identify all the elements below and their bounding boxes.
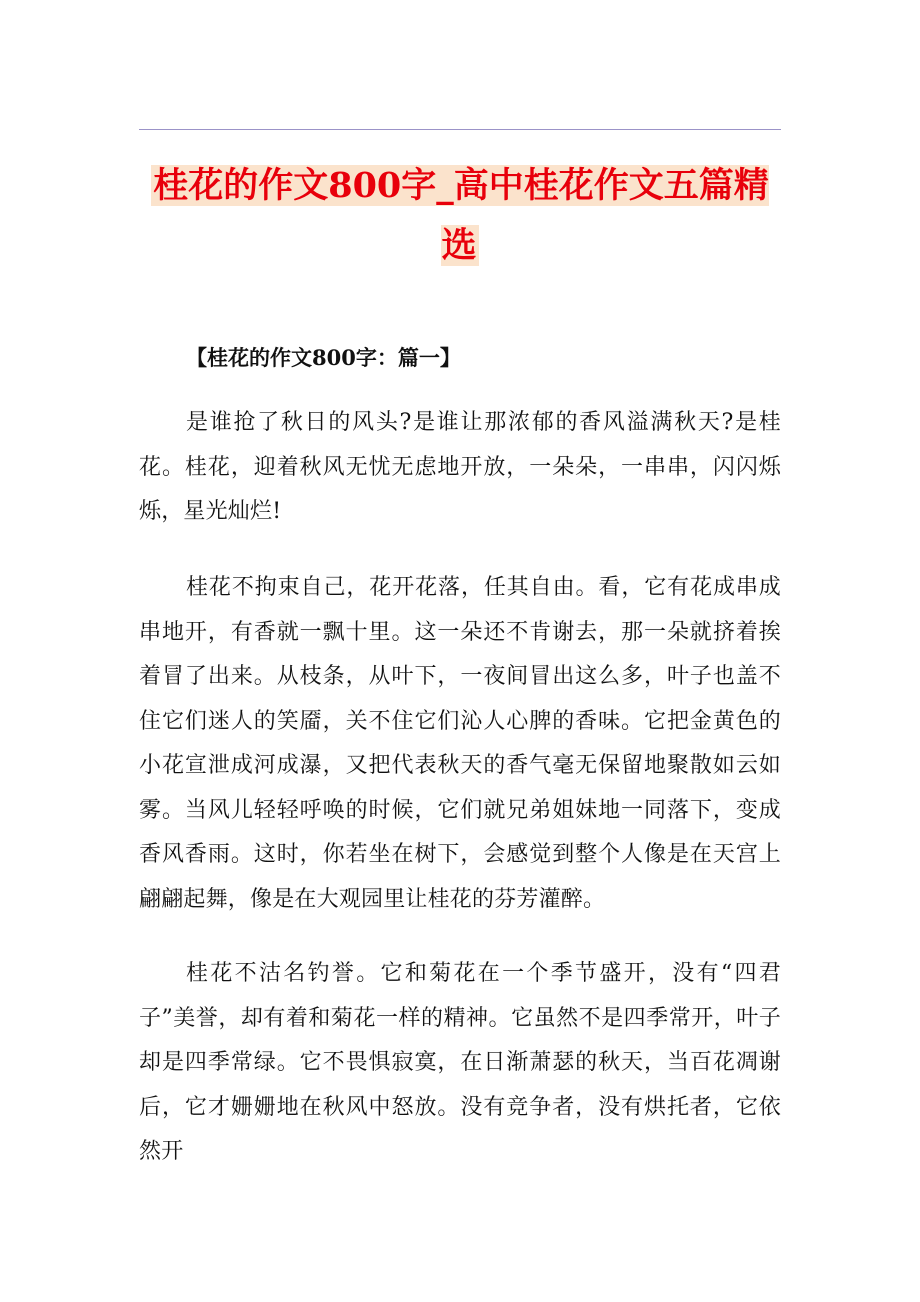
- paragraph-2: 桂花不拘束自己，花开花落，任其自由。看，它有花成串成串地开，有香就一飘十里。这一朵还不肯谢去，那一朵就挤着挨着冒了出来。从枝条，从叶下，一夜间冒出这么多，叶子也盖不住它们迷人的笑靥，关不住它们沁人心脾的香味。它把金黄色的小花宣泄成河成瀑，又把代表秋天的香气毫无保留地聚散如云如雾。当风儿轻轻呼唤的时候，它们就兄弟姐妹地一同落下，变成香风香雨。这时，你若坐在树下，会感觉到整个人像是在天宫上翩翩起舞，像是在大观园里让桂花的芬芳灌醉。: [139, 575, 781, 912]
- document-title: [139, 156, 781, 276]
- document-title-text: 桂花的作文800字_高中桂花作文五篇精选: [153, 165, 769, 266]
- header-rule: [139, 129, 781, 130]
- section-heading: 【桂花的作文800字：篇一】: [186, 345, 461, 370]
- paragraph-1: 是谁抢了秋日的风头?是谁让那浓郁的香风溢满秋天?是桂花。桂花，迎着秋风无忧无虑地开放，一朵朵，一串串，闪闪烁烁，星光灿烂!: [139, 410, 781, 524]
- paragraph-3: 桂花不沽名钓誉。它和菊花在一个季节盛开，没有“四君子”美誉，却有着和菊花一样的精神。它虽然不是四季常开，叶子却是四季常绿。它不畏惧寂寞，在日渐萧瑟的秋天，当百花凋谢后，它才姗姗地在秋风中怒放。没有竞争者，没有烘托者，它依然开: [139, 961, 781, 1164]
